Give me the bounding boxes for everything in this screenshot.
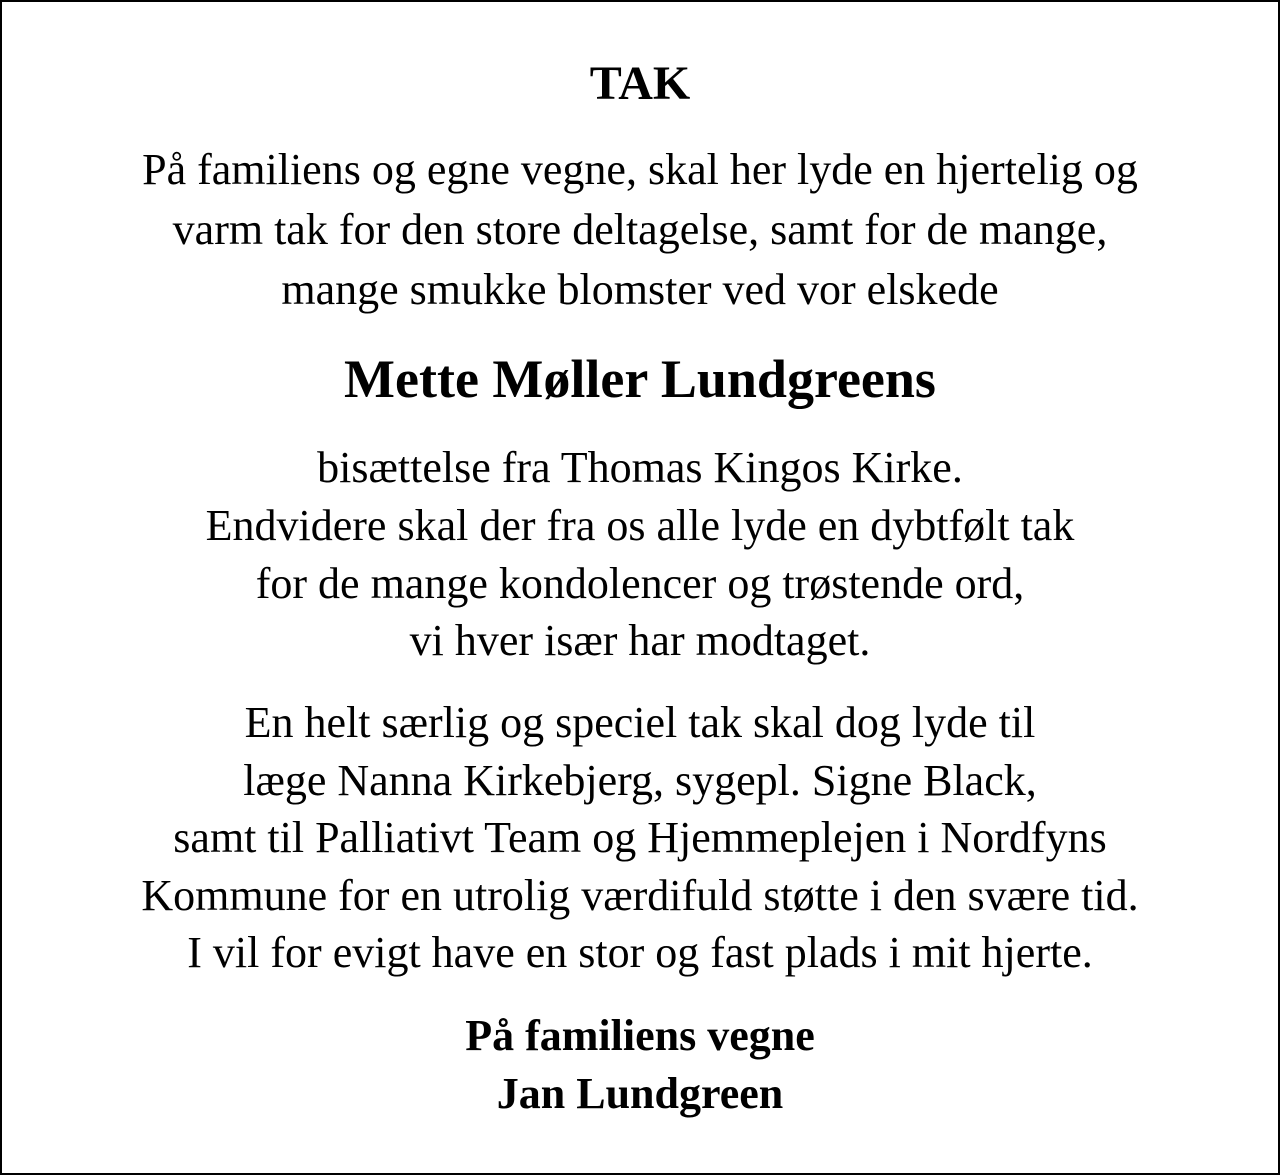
special-thanks-line: En helt særlig og speciel tak skal dog lyde til	[244, 698, 1036, 747]
special-thanks-line: Kommune for en utrolig værdifuld støtte i den svære tid.	[141, 871, 1139, 920]
intro-line: mange smukke blomster ved vor elskede	[281, 265, 999, 314]
notice-title: TAK	[589, 57, 691, 110]
intro-line: På familiens og egne vegne, skal her lyde en hjertelig og	[142, 145, 1138, 194]
special-thanks-line: læge Nanna Kirkebjerg, sygepl. Signe Black,	[243, 756, 1037, 805]
signature-line: På familiens vegne	[465, 1011, 815, 1060]
funeral-line: Endvidere skal der fra os alle lyde en dybtfølt tak	[205, 501, 1075, 550]
special-thanks-line: samt til Palliativt Team og Hjemmeplejen i Nordfyns	[173, 813, 1107, 862]
intro-line: varm tak for den store deltagelse, samt for de mange,	[172, 205, 1108, 254]
deceased-name: Mette Møller Lundgreens	[344, 349, 936, 409]
funeral-line: for de mange kondolencer og trøstende ord,	[255, 559, 1025, 608]
special-thanks-line: I vil for evigt have en stor og fast plads i mit hjerte.	[187, 928, 1093, 977]
funeral-line: bisættelse fra Thomas Kingos Kirke.	[317, 443, 963, 492]
signature-name: Jan Lundgreen	[496, 1069, 784, 1118]
funeral-line: vi hver især har modtaget.	[409, 616, 871, 665]
